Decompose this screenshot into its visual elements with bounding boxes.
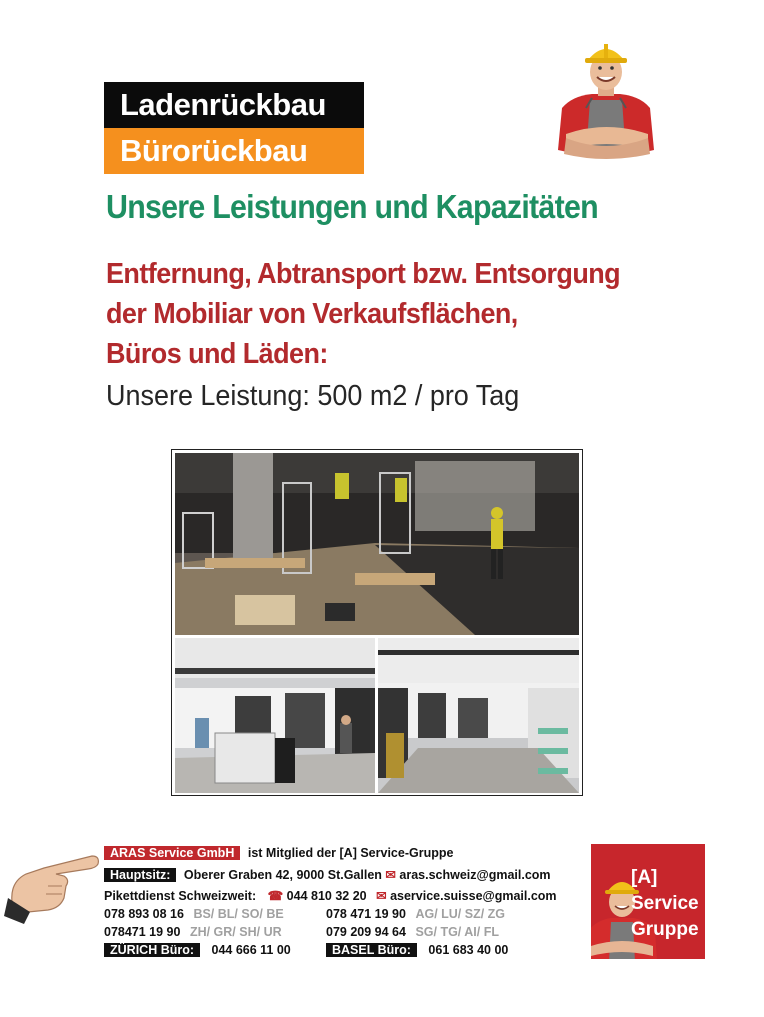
email-2[interactable]: aservice.suisse@gmail.com — [390, 889, 557, 903]
phone-icon: ☎ — [267, 889, 284, 903]
region-areas: AG/ LU/ SZ/ ZG — [415, 907, 506, 921]
photo-store-demolition — [175, 453, 579, 635]
header-line-1: Ladenrückbau — [104, 82, 364, 128]
mail-icon: ✉ — [385, 868, 396, 882]
photo-store-interior-left — [175, 638, 375, 793]
region-row-1 — [104, 907, 284, 921]
performance-text: Unsere Leistung: 500 m2 / pro Tag — [106, 380, 520, 412]
region-row-3 — [104, 925, 282, 939]
photo-store-interior-right — [378, 638, 579, 793]
worker-illustration — [552, 38, 660, 168]
region-areas: SG/ TG/ AI/ FL — [415, 925, 500, 939]
badge-line-2: Service — [631, 893, 699, 914]
zurich-label: ZÜRICH Büro: — [104, 943, 200, 957]
hq-label: Hauptsitz: — [104, 868, 176, 882]
badge-line-1: [A] — [631, 867, 658, 888]
subtitle-line-2: der Mobiliar von Verkaufsflächen, — [106, 298, 518, 330]
zurich-office-line — [104, 943, 291, 957]
footer-hq-line — [104, 867, 551, 882]
basel-phone[interactable]: 061 683 40 00 — [428, 943, 509, 957]
pointing-hand-icon — [4, 842, 100, 926]
header-line-2: Bürorückbau — [104, 128, 364, 174]
footer-picket-line — [104, 888, 557, 903]
subtitle-line-1: Entfernung, Abtransport bzw. Entsorgung — [106, 258, 621, 290]
zurich-phone[interactable]: 044 666 11 00 — [211, 943, 291, 957]
region-phone[interactable]: 078 471 19 90 — [326, 907, 406, 921]
membership-text: ist Mitglied der [A] Service-Gruppe — [247, 846, 454, 860]
email-1[interactable]: aras.schweiz@gmail.com — [399, 868, 551, 882]
region-row-2 — [326, 907, 505, 921]
footer-company-line — [104, 846, 453, 860]
service-group-badge — [591, 844, 705, 959]
mail-icon: ✉ — [376, 889, 387, 903]
basel-label: BASEL Büro: — [326, 943, 417, 957]
company-name: ARAS Service GmbH — [104, 846, 240, 860]
region-areas: ZH/ GR/ SH/ UR — [189, 925, 282, 939]
picket-phone[interactable]: 044 810 32 20 — [286, 889, 367, 903]
hq-address: Oberer Graben 42, 9000 St.Gallen — [183, 868, 382, 882]
basel-office-line — [326, 943, 508, 957]
badge-line-3: Gruppe — [631, 919, 699, 940]
picket-label: Pikettdienst Schweizweit: — [104, 889, 257, 903]
subtitle-line-3: Büros und Läden: — [106, 338, 328, 370]
region-phone[interactable]: 078471 19 90 — [104, 925, 181, 939]
region-phone[interactable]: 079 209 94 64 — [326, 925, 406, 939]
region-areas: BS/ BL/ SO/ BE — [193, 907, 284, 921]
region-row-4 — [326, 925, 499, 939]
region-phone[interactable]: 078 893 08 16 — [104, 907, 184, 921]
page-title: Unsere Leistungen und Kapazitäten — [106, 188, 598, 225]
photo-collage — [171, 449, 583, 796]
